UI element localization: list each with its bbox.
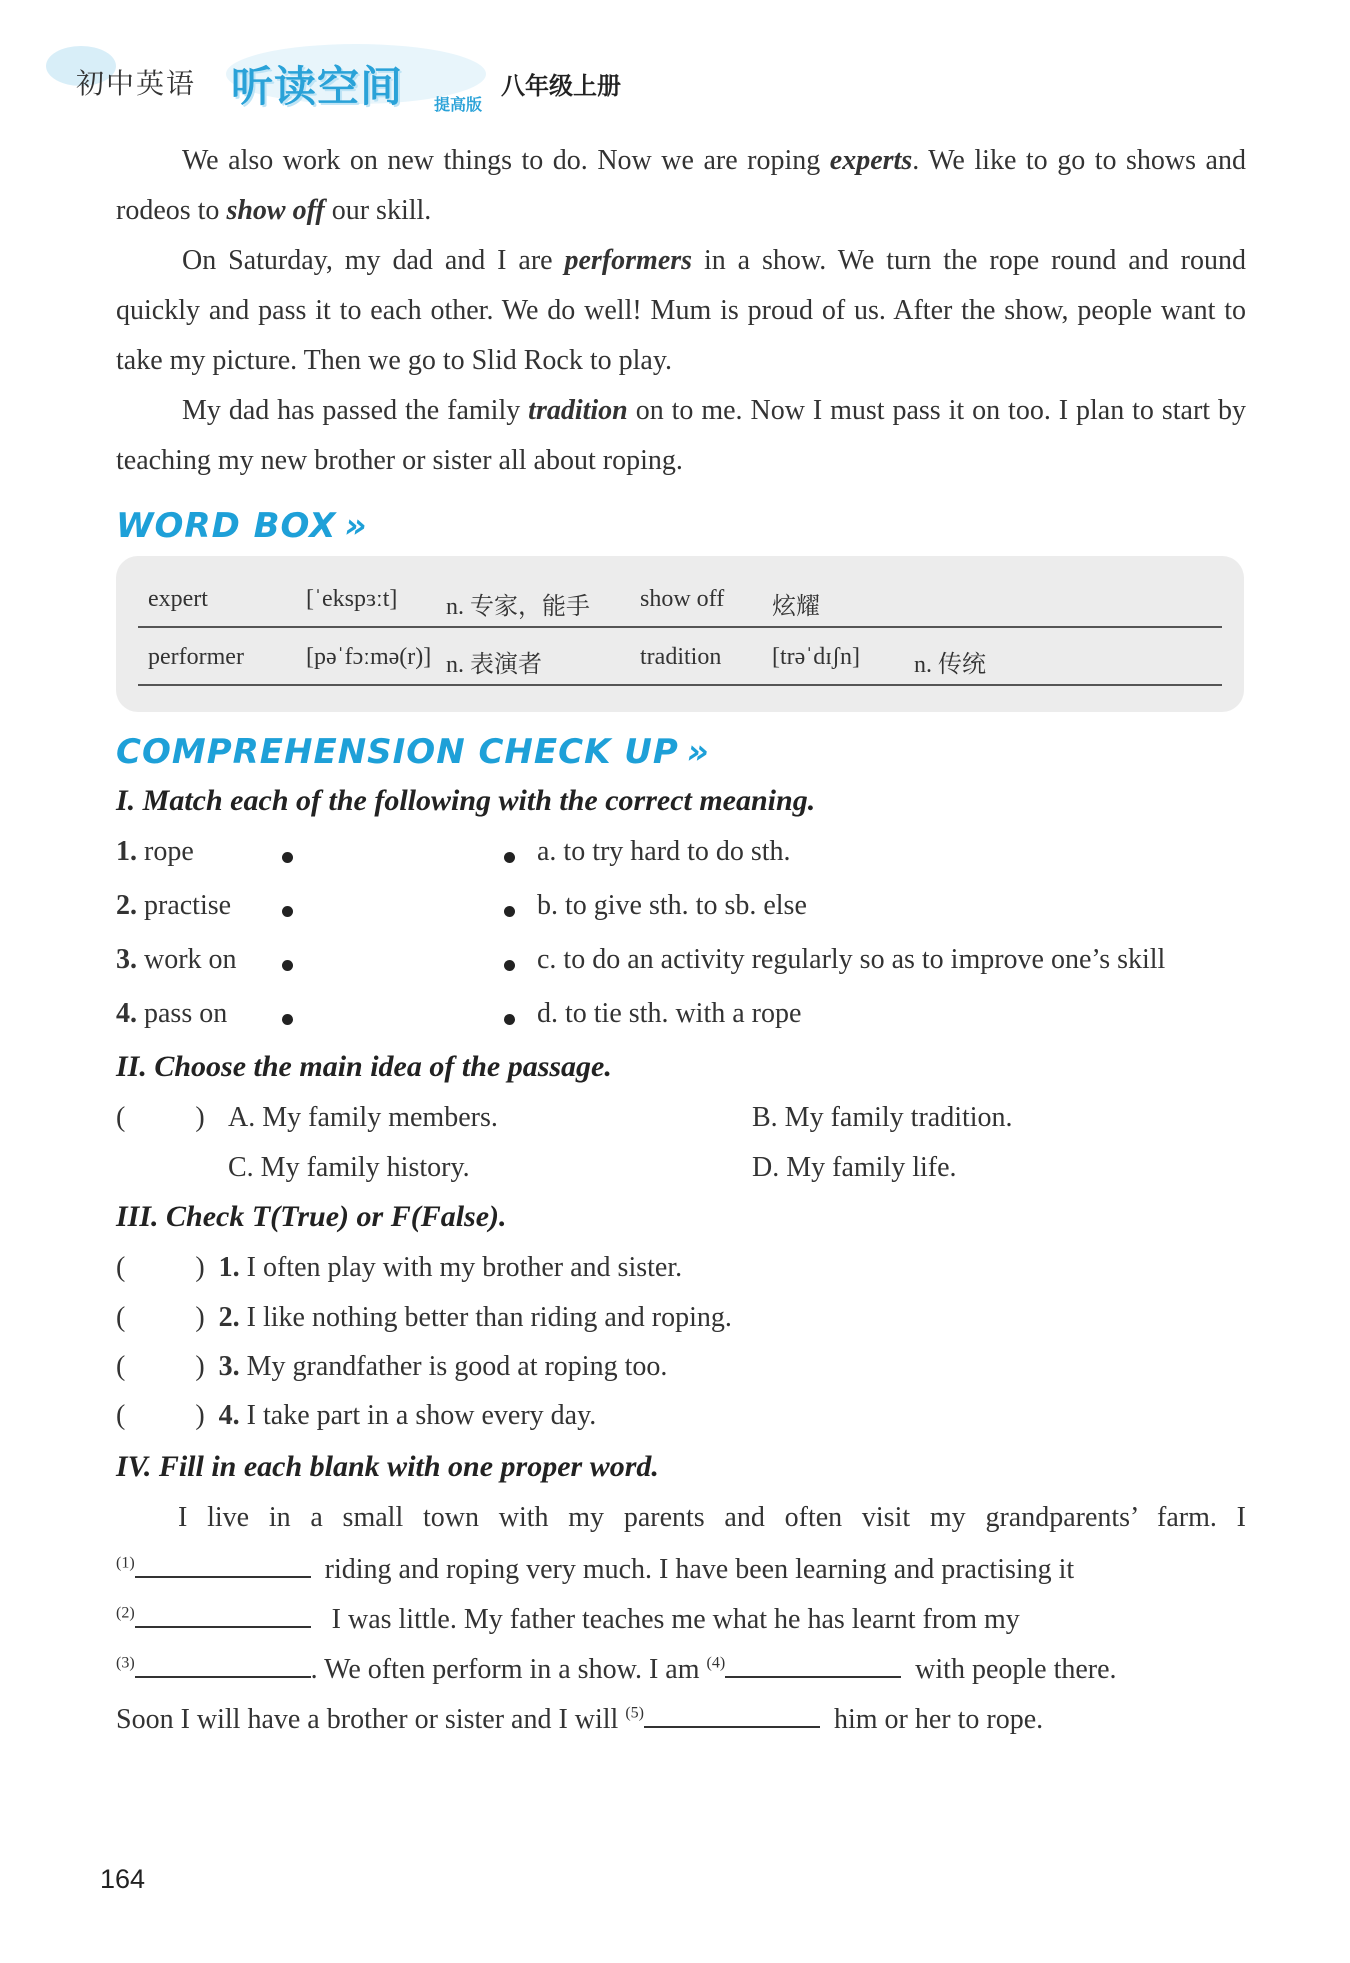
word-box-row: performer [pəˈfɔːmə(r)] n. 表演者 tradition [trəˈdɪʃn] n. 传统 <box>138 628 1222 686</box>
answer-bracket[interactable]: ( ) <box>116 1252 205 1283</box>
blank-2-input[interactable] <box>135 1602 311 1628</box>
reading-passage <box>116 136 1246 486</box>
match-dot-right[interactable] <box>504 852 515 863</box>
edition-label: 提高版 <box>434 95 483 114</box>
series-title: 初中英语 <box>76 67 197 100</box>
tf-item: ( ) 2. I like nothing better than riding and roping. <box>116 1302 732 1333</box>
tf-item: ( ) 1. I often play with my brother and sister. <box>116 1252 683 1283</box>
page-header <box>46 40 666 120</box>
word-box-row: expert [ˈekspɜːt] n. 专家，能手 show off 炫耀 <box>138 570 1222 628</box>
page-number: 164 <box>100 1864 146 1894</box>
part1-title: I. Match each of the following with the correct meaning. <box>116 784 816 817</box>
match-right-item: a. to try hard to do sth. <box>537 836 791 867</box>
match-dot-right[interactable] <box>504 1014 515 1025</box>
match-dot-right[interactable] <box>504 960 515 971</box>
option-c[interactable]: C. My family history. <box>228 1152 470 1183</box>
keyword-performers: performers <box>564 245 693 276</box>
grade-label: 八年级上册 <box>501 72 621 100</box>
fill-line-4: $^{(3)}$ . We often perform in a show. I am $^{(4)}$ with people there. <box>116 1654 1117 1685</box>
word-box-heading: WORD BOX » <box>116 506 368 546</box>
chevron-right-icon: » <box>686 732 710 772</box>
fill-line-1: I live in a small town with my parents and often visit my grandparents’ farm. I <box>178 1502 1246 1533</box>
tf-item: ( ) 3. My grandfather is good at roping too. <box>116 1351 668 1382</box>
match-left-item: 4. pass on <box>116 998 228 1029</box>
match-right-item: b. to give sth. to sb. else <box>537 890 807 921</box>
part4-title: IV. Fill in each blank with one proper word. <box>116 1450 659 1483</box>
blank-4-input[interactable] <box>725 1652 901 1678</box>
keyword-experts: experts <box>829 145 913 176</box>
match-right-item: c. to do an activity regularly so as to improve one’s skill <box>537 944 1166 975</box>
fill-line-5: Soon I will have a brother or sister and I will $^{(5)}$ him or her to rope. <box>116 1704 1044 1735</box>
tf-item: ( ) 4. I take part in a show every day. <box>116 1400 597 1431</box>
brand-logo: 听读空间 <box>231 62 404 111</box>
passage-paragraph-2: On Saturday, my dad and I are performers in a show. We turn the rope round and round quickly and pass it to each other. We do well! Mum is proud of us. After the show, people want to take my picture. Then we go to Slid Rock to play. <box>116 245 1246 376</box>
match-dot-left[interactable] <box>282 1014 293 1025</box>
answer-bracket[interactable]: ( ) <box>116 1400 205 1431</box>
fill-line-3: $^{(2)}$ I was little. My father teaches me what he has learnt from my <box>116 1604 1020 1635</box>
passage-paragraph-3: My dad has passed the family tradition on to me. Now I must pass it on too. I plan to start by teaching my new brother or sister all about roping. <box>116 395 1246 476</box>
answer-bracket[interactable]: ( ) <box>116 1102 205 1133</box>
match-dot-right[interactable] <box>504 906 515 917</box>
part3-title: III. Check T(True) or F(False). <box>116 1200 507 1233</box>
blank-5-input[interactable] <box>644 1702 820 1728</box>
match-left-item: 2. practise <box>116 890 232 921</box>
match-left-item: 1. rope <box>116 836 194 867</box>
fill-line-2: $^{(1)}$ riding and roping very much. I have been learning and practising it <box>116 1554 1075 1585</box>
match-right-item: d. to tie sth. with a rope <box>537 998 802 1029</box>
option-a[interactable]: A. My family members. <box>228 1102 498 1133</box>
chevron-right-icon: » <box>344 506 368 546</box>
word-box <box>116 556 1244 712</box>
match-dot-left[interactable] <box>282 960 293 971</box>
option-d[interactable]: D. My family life. <box>752 1152 957 1183</box>
match-dot-left[interactable] <box>282 852 293 863</box>
option-b[interactable]: B. My family tradition. <box>752 1102 1013 1133</box>
match-left-item: 3. work on <box>116 944 237 975</box>
part2-title: II. Choose the main idea of the passage. <box>116 1050 612 1083</box>
answer-bracket[interactable]: ( ) <box>116 1351 205 1382</box>
keyword-show-off: show off <box>226 195 325 226</box>
blank-3-input[interactable] <box>135 1652 311 1678</box>
passage-paragraph-1: We also work on new things to do. Now we are roping experts. We like to go to shows and rodeos to show off our skill. <box>116 145 1246 226</box>
blank-1-input[interactable] <box>135 1552 311 1578</box>
answer-bracket[interactable]: ( ) <box>116 1302 205 1333</box>
match-dot-left[interactable] <box>282 906 293 917</box>
comprehension-heading: COMPREHENSION CHECK UP » <box>116 732 710 772</box>
keyword-tradition: tradition <box>528 395 628 426</box>
